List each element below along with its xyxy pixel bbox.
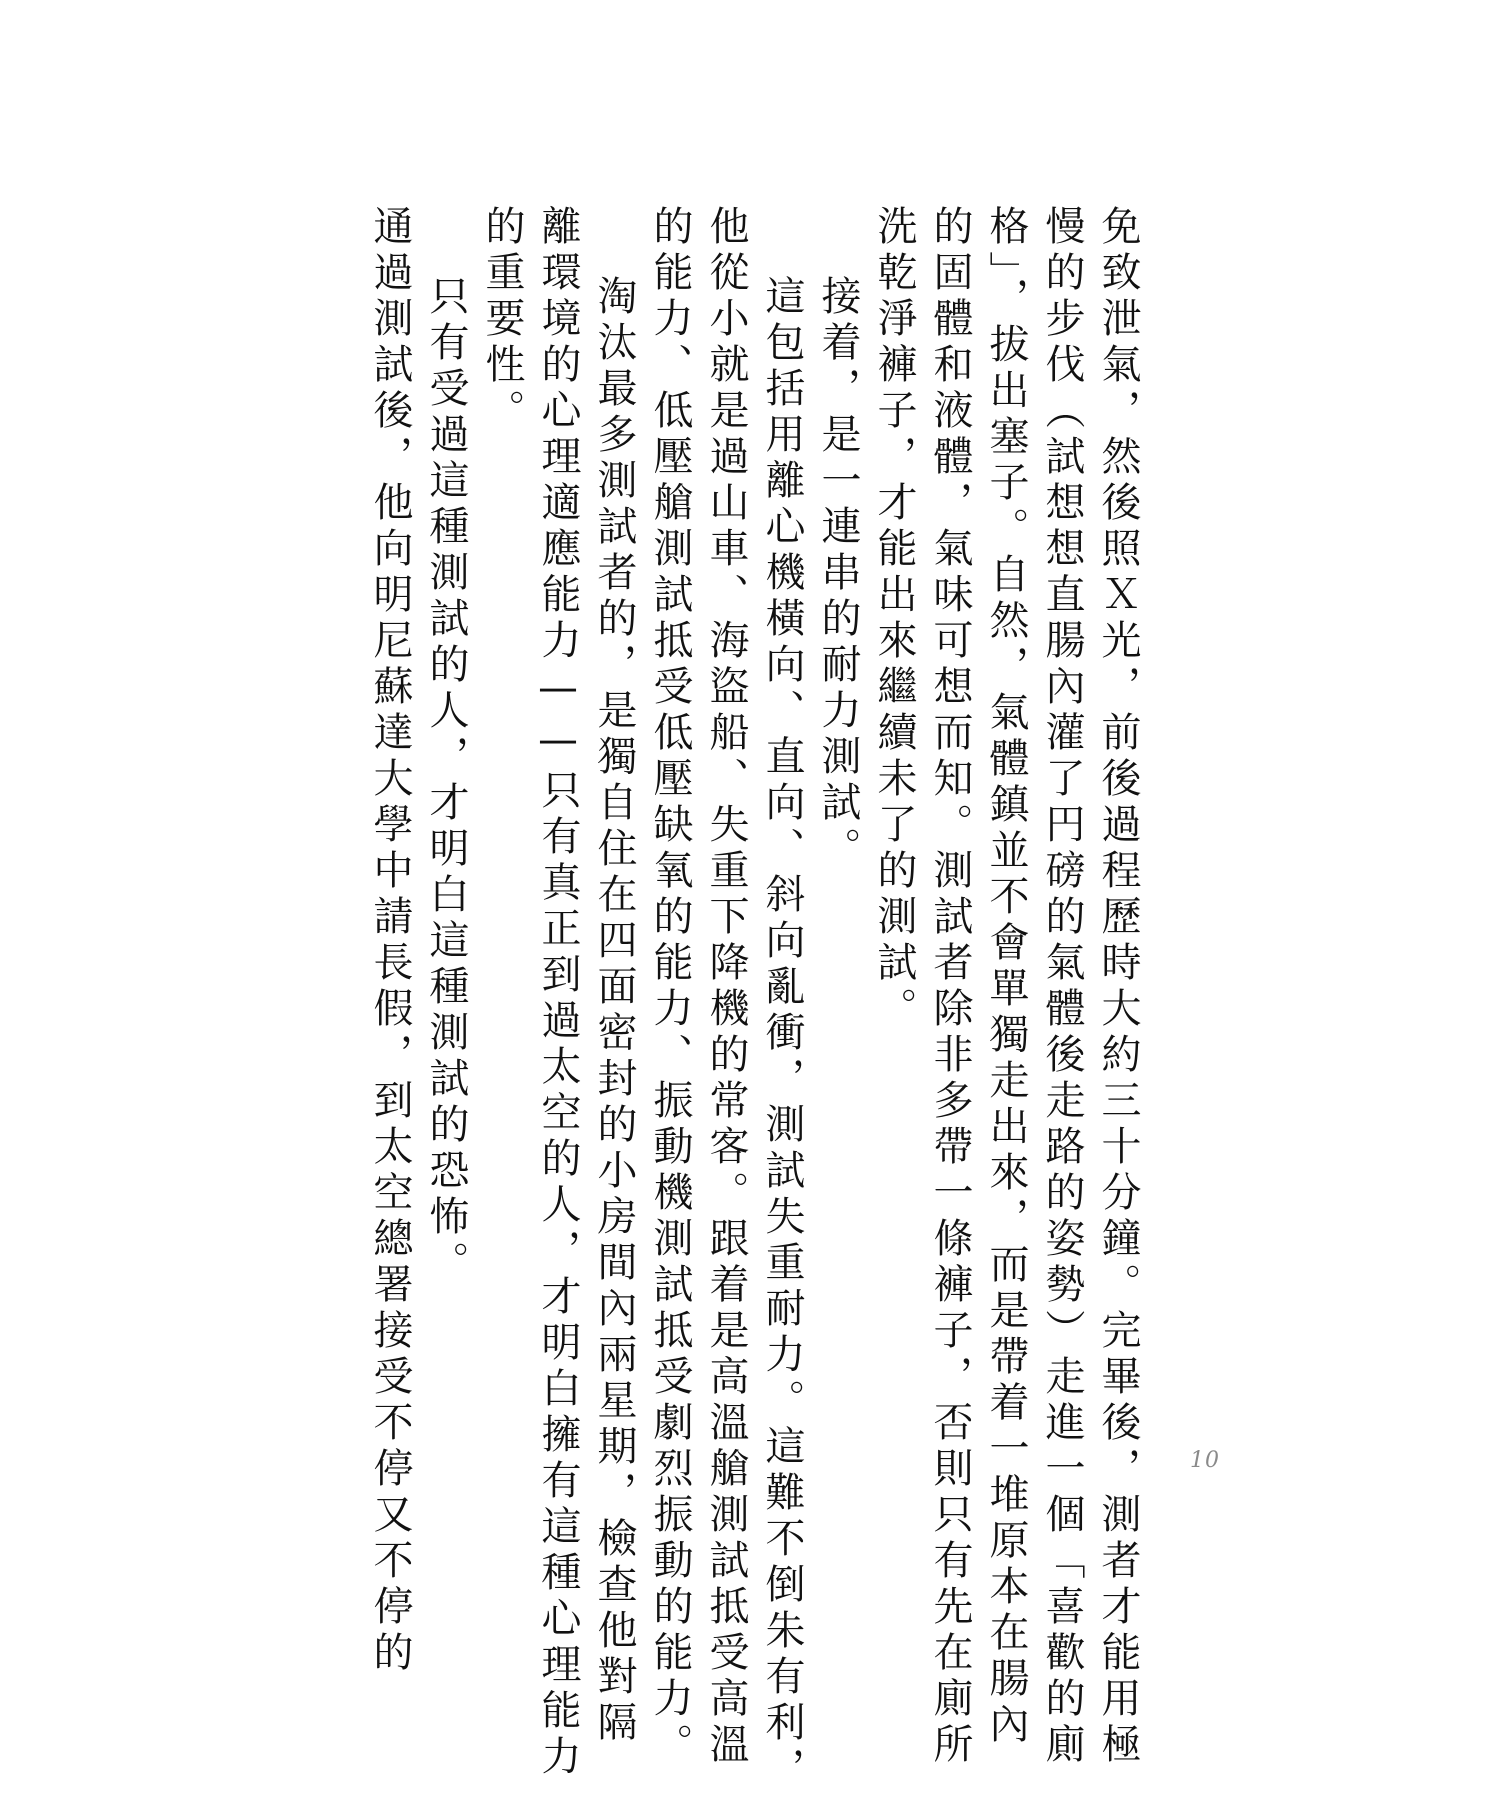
text-column-7: 這包括用離心機橫向、直向、斜向亂衝，測試失重耐力。這難不倒朱有利， [759,275,805,1793]
text-column-10: 淘汰最多測試者的，是獨自住在四面密封的小房間內兩星期，檢查他對隔 [591,275,637,1747]
text-column-14: 通過測試後，他向明尼蘇達大學中請長假，到太空總署接受不停又不停的 [367,205,413,1677]
text-column-8: 他從小就是過山車、海盜船、失重下降機的常客。跟着是高溫艙測試抵受高溫 [703,205,749,1769]
text-column-9: 的能力、低壓艙測試抵受低壓缺氧的能力、振動機測試抵受劇烈振動的能力。 [647,205,693,1769]
text-column-6: 接着，是一連串的耐力測試。 [815,275,861,873]
text-column-4: 的固體和液體，氣味可想而知。測試者除非多帶一條褲子，否則只有先在廁所 [927,205,973,1769]
text-column-2: 慢的步伐（試想想直腸內灌了円磅的氣體後走路的姿勢）走進一個「喜歡的廁 [1039,205,1085,1769]
text-column-3: 格」，拔出塞子。自然，氣體鎮並不會單獨走出來，而是帶着一堆原本在腸內 [983,205,1029,1749]
text-column-13: 只有受過這種測試的人，才明白這種測試的恐怖。 [423,275,469,1287]
text-column-12: 的重要性。 [479,205,525,435]
text-column-1: 免致泄氣，然後照Ｘ光，前後過程歷時大約三十分鐘。完畢後，測者才能用極 [1095,205,1141,1769]
text-column-5: 洗乾淨褲子，才能出來繼續未了的測試。 [871,205,917,1033]
text-column-11: 離環境的心理適應能力——只有真正到過太空的人，才明白擁有這種心理能力 [535,205,581,1781]
page-number: 10 [1190,1448,1220,1473]
